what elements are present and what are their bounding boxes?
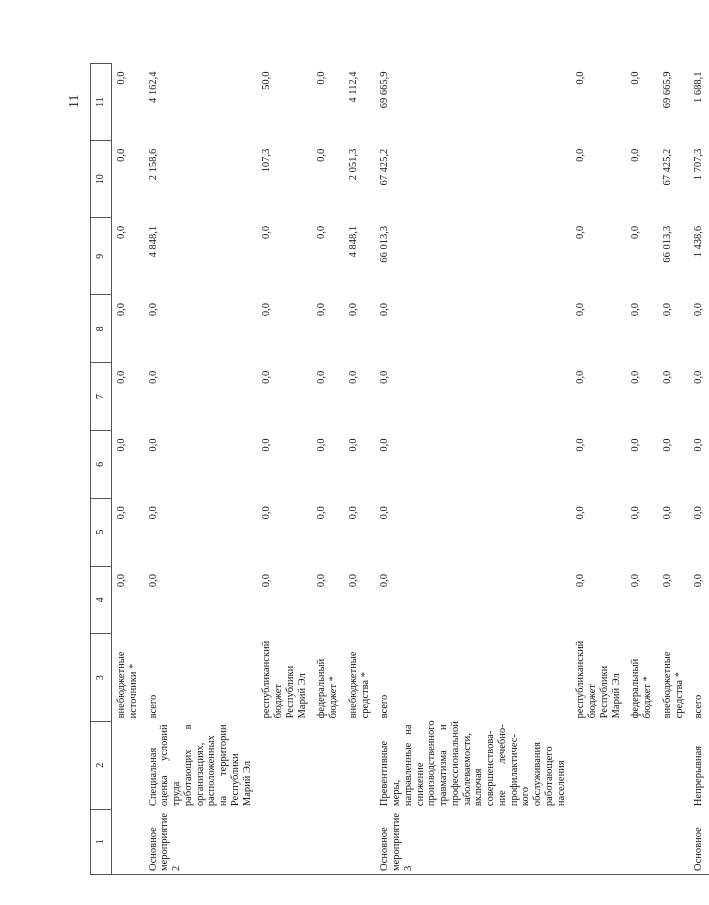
description-cell (257, 721, 312, 809)
value-cell: 0,0 (316, 71, 328, 85)
event-cell (312, 809, 344, 874)
table-row (257, 64, 312, 875)
value-cell: 4 848,1 (147, 225, 159, 258)
table-row (112, 64, 144, 875)
table-row (571, 64, 626, 875)
value-cell: 0,0 (693, 302, 705, 317)
column-header-10: 10 (91, 141, 112, 218)
value-cell: 0,0 (575, 438, 587, 452)
source-cell: внебюджетные источники * (116, 651, 139, 719)
column-header-9: 9 (91, 218, 112, 295)
value-cell: 0,0 (316, 370, 328, 384)
value-cell: 0,0 (347, 302, 359, 317)
value-cell: 0,0 (693, 506, 705, 520)
value-cell: 0,0 (116, 506, 127, 520)
value-cell: 0,0 (661, 302, 673, 317)
column-header-1: 1 (91, 809, 112, 874)
description-cell (658, 721, 690, 809)
event-cell (571, 809, 626, 874)
value-cell: 0,0 (575, 506, 587, 520)
value-cell: 0,0 (147, 370, 159, 384)
column-header-7: 7 (91, 363, 112, 431)
event-cell (344, 809, 376, 874)
rotated-table-container (90, 63, 705, 875)
value-cell: 0,0 (316, 438, 328, 452)
value-cell: 0,0 (575, 302, 587, 317)
description-cell (312, 721, 344, 809)
value-cell: 0,0 (661, 438, 673, 452)
column-header-2: 2 (91, 721, 112, 809)
value-cell: 0,0 (575, 370, 587, 384)
value-cell: 0,0 (630, 370, 642, 384)
value-cell: 0,0 (379, 370, 391, 384)
value-cell: 69 665,9 (379, 71, 391, 109)
description-cell (344, 721, 376, 809)
value-cell: 0,0 (261, 574, 273, 588)
value-cell: 0,0 (575, 574, 587, 588)
table-row (312, 64, 344, 875)
source-cell: всего (379, 694, 391, 719)
source-cell: республиканский бюджет Республики Марий Эл (261, 640, 308, 719)
value-cell: 2 051,3 (347, 148, 359, 181)
value-cell: 0,0 (661, 574, 673, 588)
value-cell: 0,0 (116, 574, 127, 588)
event-cell (658, 809, 690, 874)
value-cell: 0,0 (116, 438, 127, 452)
budget-table (90, 63, 709, 875)
value-cell: 0,0 (261, 225, 273, 239)
value-cell: 0,0 (575, 148, 587, 162)
value-cell: 0,0 (316, 225, 328, 239)
value-cell: 0,0 (379, 438, 391, 452)
value-cell: 0,0 (347, 506, 359, 520)
value-cell: 66 013,3 (661, 225, 673, 263)
table-row (658, 64, 690, 875)
value-cell: 0,0 (316, 574, 328, 588)
column-header-8: 8 (91, 295, 112, 363)
event-cell: Основное мероприятие 3 (375, 809, 571, 874)
page-number: 11 (67, 94, 82, 108)
value-cell: 0,0 (347, 574, 359, 588)
value-cell: 66 013,3 (379, 225, 391, 263)
event-cell (112, 809, 144, 874)
value-cell: 67 425,2 (379, 148, 391, 186)
value-cell: 0,0 (316, 506, 328, 520)
value-cell: 0,0 (261, 506, 273, 520)
value-cell: 0,0 (630, 506, 642, 520)
table-row (344, 64, 376, 875)
value-cell: 1 707,3 (693, 148, 705, 181)
value-cell: 50,0 (261, 71, 273, 90)
value-cell: 0,0 (630, 438, 642, 452)
source-cell: федеральный бюджет * (316, 658, 339, 719)
value-cell: 0,0 (147, 302, 159, 317)
value-cell: 0,0 (630, 574, 642, 588)
value-cell: 0,0 (630, 225, 642, 239)
value-cell: 0,0 (693, 574, 705, 588)
event-cell (626, 809, 658, 874)
value-cell: 0,0 (630, 302, 642, 317)
description-cell (112, 721, 144, 809)
column-header-6: 6 (91, 430, 112, 498)
value-cell: 69 665,9 (661, 71, 673, 109)
value-cell: 2 158,6 (147, 148, 159, 181)
description-cell: Специальная оценка условий труда работающих в организациях, расположенных на территории Республики Марий Эл (147, 724, 253, 807)
value-cell: 0,0 (379, 302, 391, 317)
value-cell: 0,0 (661, 506, 673, 520)
value-cell: 0,0 (693, 370, 705, 384)
source-cell: внебюджетные средства * (661, 651, 685, 719)
event-cell: Основное (689, 809, 709, 874)
value-cell: 0,0 (661, 370, 673, 384)
column-header-5: 5 (91, 498, 112, 566)
value-cell: 0,0 (575, 225, 587, 239)
value-cell: 0,0 (630, 148, 642, 162)
value-cell: 67 425,2 (661, 148, 673, 186)
value-cell: 0,0 (261, 302, 273, 317)
value-cell: 1 688,1 (693, 71, 705, 103)
value-cell: 0,0 (693, 438, 705, 452)
value-cell: 0,0 (147, 438, 159, 452)
value-cell: 0,0 (379, 506, 391, 520)
description-cell (626, 721, 658, 809)
column-header-3: 3 (91, 634, 112, 722)
source-cell: республиканский бюджет Республики Марий Эл (575, 640, 622, 719)
value-cell: 0,0 (116, 225, 127, 239)
table-row (144, 64, 258, 875)
event-cell: Основное мероприятие 2 (144, 809, 258, 874)
source-cell: федеральный бюджет * (630, 658, 653, 719)
value-cell: 0,0 (116, 71, 127, 85)
value-cell: 0,0 (147, 574, 159, 588)
value-cell: 0,0 (316, 148, 328, 162)
value-cell: 0,0 (116, 302, 127, 317)
value-cell: 4 162,4 (147, 71, 159, 103)
value-cell: 1 438,6 (693, 225, 705, 258)
description-cell: Непрерывная (693, 745, 705, 807)
value-cell: 0,0 (630, 71, 642, 85)
description-cell (571, 721, 626, 809)
column-header-11: 11 (91, 64, 112, 141)
value-cell: 0,0 (379, 574, 391, 588)
value-cell: 0,0 (575, 71, 587, 85)
column-header-4: 4 (91, 566, 112, 634)
value-cell: 0,0 (347, 370, 359, 384)
value-cell: 0,0 (347, 438, 359, 452)
source-cell: всего (693, 694, 705, 719)
value-cell: 0,0 (316, 302, 328, 317)
table-row (375, 64, 571, 875)
value-cell: 0,0 (261, 438, 273, 452)
source-cell: всего (147, 694, 159, 719)
value-cell: 0,0 (261, 370, 273, 384)
event-cell (257, 809, 312, 874)
source-cell: внебюджетные средства * (347, 651, 371, 719)
description-cell: Превентивные меры, направленные на снижение производственного травматизма и профессиональной заболеваемости, включая совершенствова-ние лечебно-профилактичес-кого обслуживания работающего населения (379, 720, 567, 807)
header-row (91, 64, 112, 875)
value-cell: 107,3 (261, 148, 273, 173)
value-cell: 0,0 (116, 370, 127, 384)
value-cell: 0,0 (116, 148, 127, 162)
value-cell: 4 112,4 (347, 71, 359, 103)
table-row (626, 64, 658, 875)
value-cell: 4 848,1 (347, 225, 359, 258)
table-body (112, 64, 709, 875)
table-row (689, 64, 709, 875)
value-cell: 0,0 (147, 506, 159, 520)
